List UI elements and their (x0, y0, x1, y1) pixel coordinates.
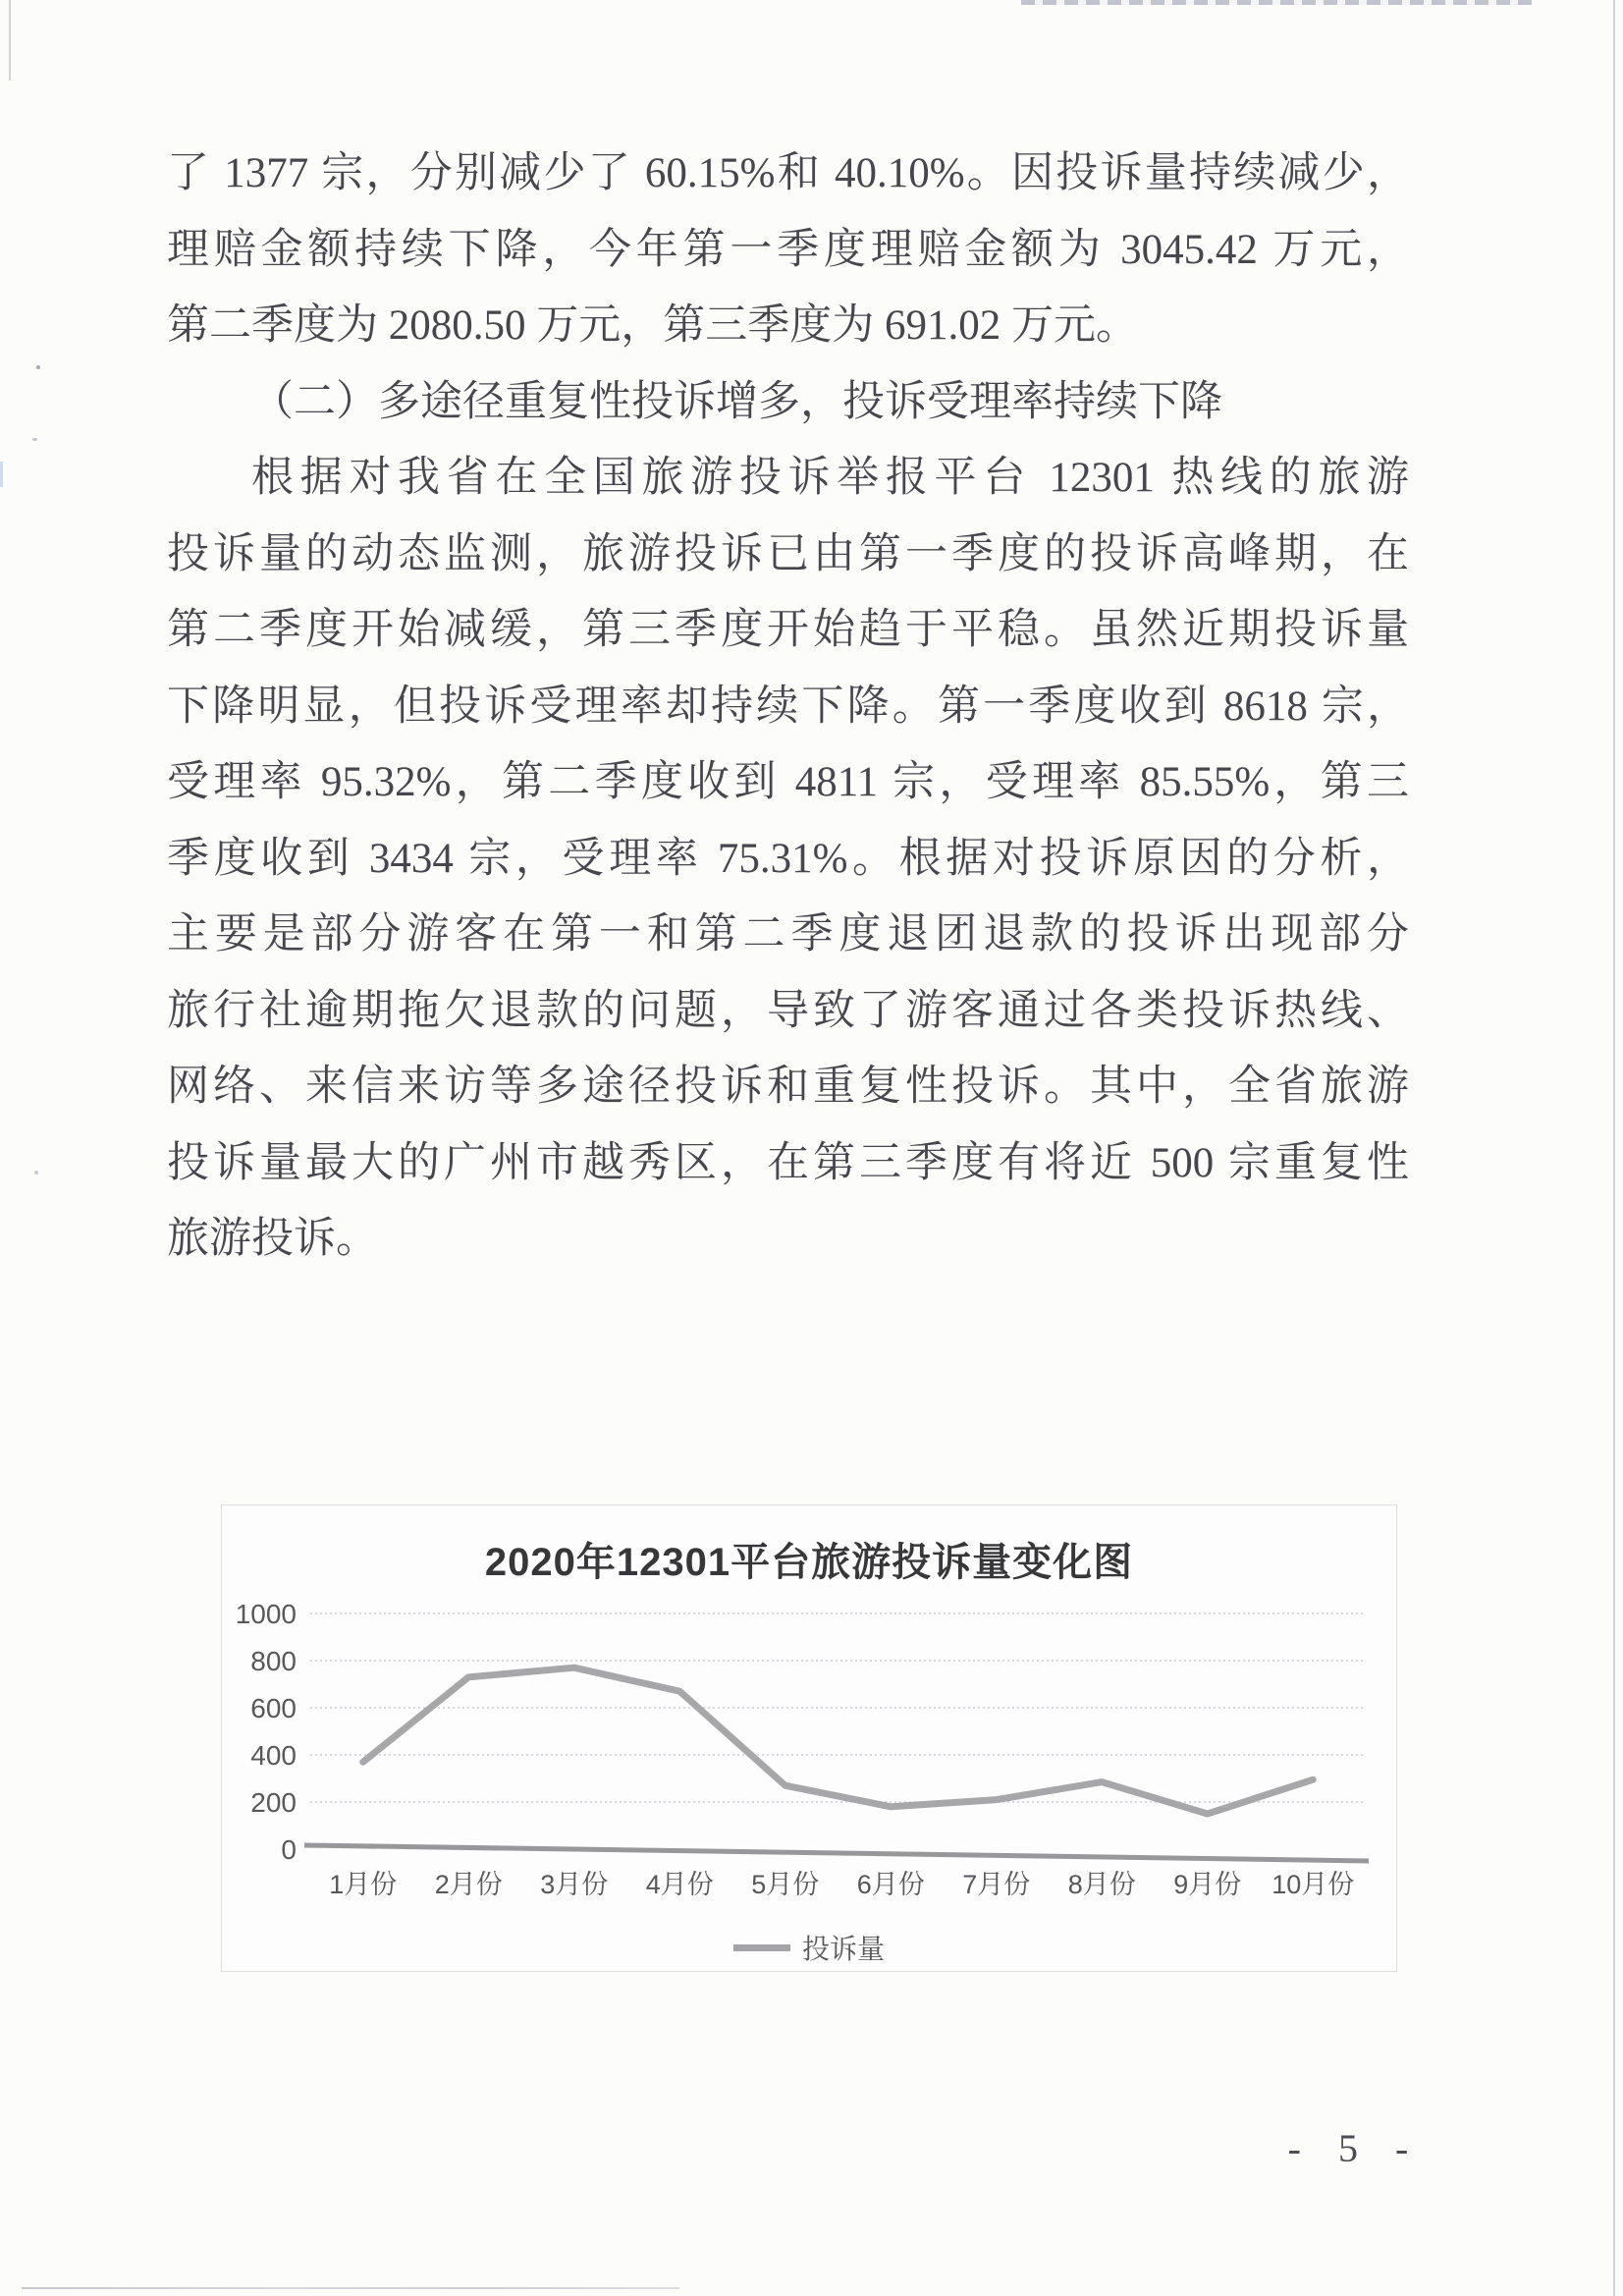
text-line: 季度收到 3434 宗，受理率 75.31%。根据对投诉原因的分析， (167, 835, 1409, 882)
y-axis-tick-label: 400 (250, 1740, 297, 1771)
x-axis-tick-label: 8月份 (1067, 1870, 1136, 1899)
scan-speck (36, 365, 40, 369)
x-axis-tick-label: 4月份 (645, 1870, 714, 1899)
complaints-series-line (363, 1667, 1314, 1814)
scan-artifact-left-mark (0, 462, 3, 487)
x-axis-tick-label: 1月份 (329, 1870, 398, 1899)
chart-plot-area (222, 1505, 1395, 1970)
y-axis-tick-label: 800 (250, 1646, 297, 1676)
text-line: 主要是部分游客在第一和第二季度退团退款的投诉出现部分 (167, 911, 1409, 957)
x-axis-tick-label: 6月份 (856, 1870, 925, 1899)
x-axis-tick-label: 7月份 (962, 1870, 1031, 1899)
legend-label: 投诉量 (801, 1934, 885, 1964)
text-line: 网络、来信来访等多途径投诉和重复性投诉。其中，全省旅游 (167, 1064, 1409, 1110)
x-axis-tick-label: 10月份 (1271, 1870, 1355, 1899)
y-axis-tick-label: 0 (281, 1834, 297, 1865)
text-line: 受理率 95.32%，第二季度收到 4811 宗，受理率 85.55%，第三 (167, 759, 1409, 805)
section-heading: （二）多途径重复性投诉增多，投诉受理率持续下降 (251, 378, 1222, 425)
body-text-block (167, 136, 1409, 1278)
scan-artifact-left-edge (9, 0, 11, 81)
scan-speck (32, 438, 37, 441)
scan-speck (34, 1171, 38, 1175)
legend-line-swatch (733, 1944, 790, 1951)
text-line: 下降明显，但投诉受理率却持续下降。第一季度收到 8618 宗， (167, 683, 1409, 730)
page-number: - 5 - (1287, 2126, 1423, 2170)
scan-artifact-bottom-edge (22, 2287, 679, 2289)
x-axis-tick-label: 2月份 (434, 1870, 503, 1899)
text-line: 投诉量的动态监测，旅游投诉已由第一季度的投诉高峰期，在 (167, 530, 1409, 577)
complaints-line-chart (221, 1504, 1397, 1972)
text-line: 第二季度为 2080.50 万元，第三季度为 691.02 万元。 (167, 302, 1138, 349)
x-axis-tick-label: 3月份 (540, 1870, 609, 1899)
x-axis-tick-label: 5月份 (751, 1870, 820, 1899)
text-line: 投诉量最大的广州市越秀区，在第三季度有将近 500 宗重复性 (167, 1139, 1409, 1186)
text-line: 了 1377 宗，分别减少了 60.15%和 40.10%。因投诉量持续减少， (167, 150, 1409, 196)
text-line: 旅游投诉。 (167, 1216, 378, 1262)
scan-artifact-top-edge (1021, 0, 1532, 5)
y-axis-tick-label: 600 (250, 1693, 297, 1723)
chart-title: 2020年12301平台旅游投诉量变化图 (484, 1541, 1134, 1584)
text-line: 根据对我省在全国旅游投诉举报平台 12301 热线的旅游 (251, 455, 1409, 501)
text-line: 第二季度开始减缓，第三季度开始趋于平稳。虽然近期投诉量 (167, 607, 1409, 653)
scan-artifact-right-edge (1613, 0, 1615, 2296)
y-axis-tick-label: 200 (250, 1787, 297, 1818)
text-line: 旅行社逾期拖欠退款的问题，导致了游客通过各类投诉热线、 (167, 987, 1409, 1034)
x-axis-tick-label: 9月份 (1173, 1870, 1242, 1899)
text-line: 理赔金额持续下降，今年第一季度理赔金额为 3045.42 万元， (167, 226, 1409, 273)
y-axis-tick-label: 1000 (235, 1599, 297, 1629)
chart-legend (222, 1928, 1396, 1967)
